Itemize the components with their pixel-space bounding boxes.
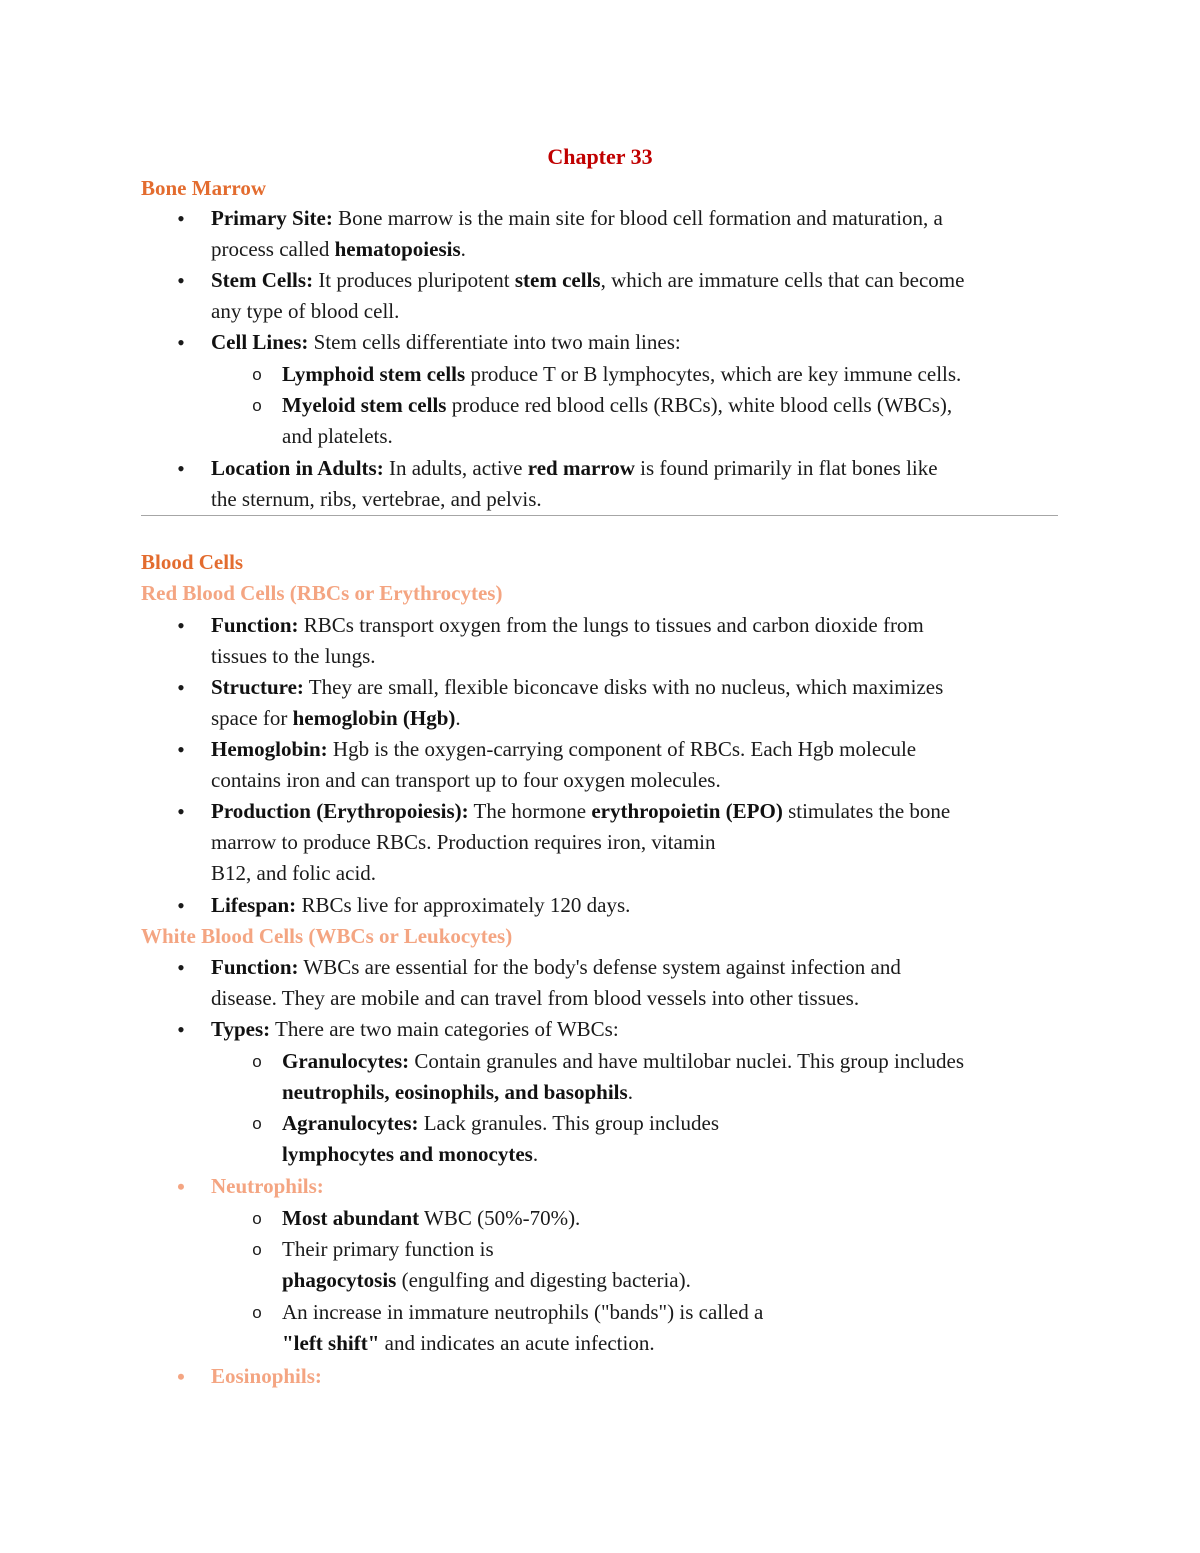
bullet-icon: • xyxy=(177,955,185,980)
list-item-rbc-structure: • Structure: They are small, flexible biconcave disks with no nucleus, which maximizes space for hemoglobin (Hgb). xyxy=(211,672,1061,734)
bullet-icon: • xyxy=(177,1364,185,1389)
heading-bone-marrow: Bone Marrow xyxy=(141,176,267,200)
list-item-location: • Location in Adults: In adults, active red marrow is found primarily in flat bones like the sternum, ribs, vertebrae, and pelvis. xyxy=(211,453,1061,515)
hollow-bullet-icon: o xyxy=(252,365,262,384)
list-item-lifespan: • Lifespan: RBCs live for approximately 120 days. xyxy=(211,890,1061,921)
horizontal-divider xyxy=(141,515,1058,516)
bullet-icon: • xyxy=(177,456,185,481)
bullet-icon: • xyxy=(177,330,185,355)
list-item-wbc-function: • Function: WBCs are essential for the body's defense system against infection and disease. They are mobile and can travel from blood vessels into other tissues. xyxy=(211,952,1061,1014)
sub-item-most-abundant: o Most abundant WBC (50%-70%). xyxy=(282,1203,1062,1234)
bullet-icon: • xyxy=(177,737,185,762)
hollow-bullet-icon: o xyxy=(252,396,262,415)
hollow-bullet-icon: o xyxy=(252,1114,262,1133)
list-item-stem-cells: • Stem Cells: It produces pluripotent stem cells, which are immature cells that can become any type of blood cell. xyxy=(211,265,1061,327)
sub-item-myeloid: o Myeloid stem cells produce red blood cells (RBCs), white blood cells (WBCs), and platelets. xyxy=(282,390,1062,452)
bullet-icon: • xyxy=(177,206,185,231)
list-item-eosinophils: • Eosinophils: xyxy=(211,1361,1061,1392)
hollow-bullet-icon: o xyxy=(252,1052,262,1071)
bullet-icon: • xyxy=(177,799,185,824)
bullet-icon: • xyxy=(177,1017,185,1042)
list-item-cell-lines: • Cell Lines: Stem cells differentiate into two main lines: xyxy=(211,327,1061,358)
sub-item-granulocytes: o Granulocytes: Contain granules and have multilobar nuclei. This group includes neutrophils, eosinophils, and basophils. xyxy=(282,1046,1062,1108)
list-item-neutrophils: • Neutrophils: xyxy=(211,1171,1061,1202)
list-item-hemoglobin: • Hemoglobin: Hgb is the oxygen-carrying component of RBCs. Each Hgb molecule contains iron and can transport up to four oxygen molecules. xyxy=(211,734,1061,796)
bullet-icon: • xyxy=(177,1174,185,1199)
list-item-types: • Types: There are two main categories of WBCs: xyxy=(211,1014,1061,1045)
sub-item-lymphoid: o Lymphoid stem cells produce T or B lymphocytes, which are key immune cells. xyxy=(282,359,1062,390)
page-title: Chapter 33 xyxy=(547,144,653,169)
heading-rbc: Red Blood Cells (RBCs or Erythrocytes) xyxy=(141,581,503,605)
sub-item-agranulocytes: o Agranulocytes: Lack granules. This group includes lymphocytes and monocytes. xyxy=(282,1108,1062,1170)
sub-item-phagocytosis: o Their primary function is phagocytosis (engulfing and digesting bacteria). xyxy=(282,1234,1062,1296)
bullet-icon: • xyxy=(177,268,185,293)
hollow-bullet-icon: o xyxy=(252,1303,262,1322)
bullet-icon: • xyxy=(177,613,185,638)
heading-wbc: White Blood Cells (WBCs or Leukocytes) xyxy=(141,924,513,948)
hollow-bullet-icon: o xyxy=(252,1209,262,1228)
bullet-icon: • xyxy=(177,893,185,918)
list-item-primary-site: • Primary Site: Bone marrow is the main site for blood cell formation and maturation, a process called hematopoiesis. xyxy=(211,203,1061,265)
sub-item-left-shift: o An increase in immature neutrophils ("bands") is called a "left shift" and indicates an acute infection. xyxy=(282,1297,1062,1359)
list-item-rbc-function: • Function: RBCs transport oxygen from the lungs to tissues and carbon dioxide from tissues to the lungs. xyxy=(211,610,1061,672)
bullet-icon: • xyxy=(177,675,185,700)
list-item-production: • Production (Erythropoiesis): The hormone erythropoietin (EPO) stimulates the bone marrow to produce RBCs. Production requires iron, vitamin B12, and folic acid. xyxy=(211,796,1061,889)
hollow-bullet-icon: o xyxy=(252,1240,262,1259)
heading-blood-cells: Blood Cells xyxy=(141,550,244,574)
